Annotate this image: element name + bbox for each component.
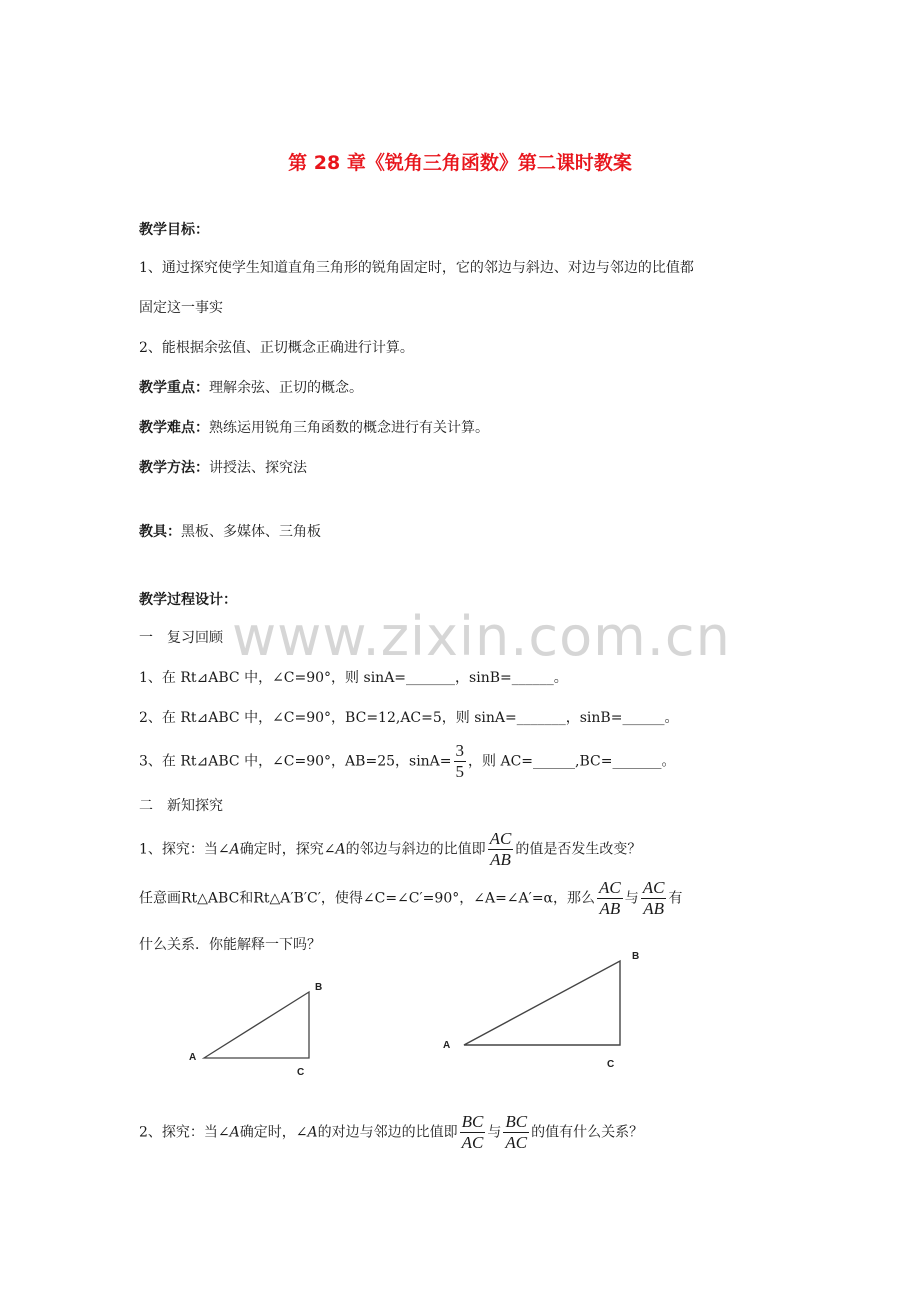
explore-2 xyxy=(139,1112,643,1153)
difficulty-label: 教学难点： xyxy=(139,420,209,436)
explore-2-text-d: 的值有什么关系？ xyxy=(531,1124,644,1141)
difficulty-text: 熟练运用锐角三角函数的概念进行有关计算。 xyxy=(209,420,489,436)
triangle-large-shape xyxy=(464,961,620,1045)
explore-1 xyxy=(139,829,641,870)
explore-1-text-c: 的邻边与斜边的比值即 xyxy=(345,841,486,858)
fraction-ac-ab xyxy=(488,829,514,870)
fraction-denominator: AB xyxy=(641,898,667,919)
page-title: 第 28 章《锐角三角函数》第二课时教案 xyxy=(288,152,632,174)
fraction-ac-ab-2 xyxy=(641,878,667,919)
section-new-knowledge: 二 新知探究 xyxy=(139,798,223,814)
angle-a-symbol: A xyxy=(335,841,346,858)
fraction-bc-ac xyxy=(460,1112,486,1153)
question-1: 1、在 Rt⊿ABC 中，∠C=90°，则 sinA=_______，sinB=______。 xyxy=(139,670,568,686)
fraction-bc-ac-2 xyxy=(503,1112,529,1153)
difficulty xyxy=(139,418,489,438)
vertex-b-label: B xyxy=(632,951,640,962)
key-point-text: 理解余弦、正切的概念。 xyxy=(209,380,363,396)
explore-2-with: 与 xyxy=(487,1124,502,1141)
fraction-numerator: BC xyxy=(505,1112,528,1131)
key-point-label: 教学重点： xyxy=(139,380,209,396)
method-text: 讲授法、探究法 xyxy=(209,460,307,476)
explore-1-text-d: 的值是否发生改变？ xyxy=(515,841,642,858)
fraction-denominator: AC xyxy=(505,1133,528,1152)
objective-2: 2、能根据余弦值、正切概念正确进行计算。 xyxy=(139,340,414,356)
question-2: 2、在 Rt⊿ABC 中，∠C=90°，BC=12,AC=5，则 sinA=_______，sinB=______。 xyxy=(139,710,679,726)
question-3 xyxy=(139,741,675,782)
task-with: 与 xyxy=(624,890,639,907)
task-line-2: 什么关系．你能解释一下吗？ xyxy=(139,937,321,953)
method-label: 教学方法： xyxy=(139,460,209,476)
explore-2-text-c: 的对边与邻边的比值即 xyxy=(317,1124,458,1141)
fraction-numerator: BC xyxy=(461,1112,484,1131)
fraction-3-5 xyxy=(454,741,467,782)
tools-label: 教具： xyxy=(139,524,181,540)
fraction-ac-ab xyxy=(597,878,623,919)
question-3-after: ，则 AC=______,BC=_______。 xyxy=(468,753,676,770)
fraction-numerator: AC xyxy=(599,878,621,897)
process-heading: 教学过程设计： xyxy=(139,592,237,608)
objective-1-line-1: 1、通过探究使学生知道直角三角形的锐角固定时，它的邻边与斜边、对边与邻边的比值都 xyxy=(139,260,694,276)
tools-text: 黑板、多媒体、三角板 xyxy=(181,524,321,540)
watermark: www.zixin.com.cn xyxy=(232,605,731,668)
explore-2-text-b: 确定时，∠ xyxy=(239,1124,308,1141)
fraction-denominator: AC xyxy=(461,1133,484,1152)
angle-a-symbol: A xyxy=(229,1124,240,1141)
key-point xyxy=(139,378,363,398)
fraction-denominator: AB xyxy=(488,849,514,870)
angle-a-symbol: A xyxy=(307,1124,318,1141)
triangle-small xyxy=(180,975,330,1080)
explore-1-text-a: 1、探究：当∠ xyxy=(139,841,230,858)
method xyxy=(139,458,307,478)
triangle-small-shape xyxy=(204,992,309,1058)
question-3-before: 3、在 Rt⊿ABC 中，∠C=90°，AB=25，sinA= xyxy=(139,753,452,770)
tools xyxy=(139,522,321,542)
fraction-denominator: 5 xyxy=(455,762,465,781)
vertex-c-label: C xyxy=(607,1059,615,1070)
vertex-a-label: A xyxy=(189,1052,197,1063)
fraction-numerator: 3 xyxy=(455,741,465,760)
fraction-denominator: AB xyxy=(597,898,623,919)
triangle-large xyxy=(436,945,656,1080)
fraction-numerator: AC xyxy=(642,878,665,897)
angle-a-symbol: A xyxy=(229,841,240,858)
task-text-a: 任意画Rt△ABC和Rt△A′B′C′，使得∠C=∠C′=90°，∠A=∠A′=α，那么 xyxy=(139,890,595,907)
task-line-1 xyxy=(139,878,682,919)
vertex-c-label: C xyxy=(297,1067,305,1078)
task-text-b: 有 xyxy=(668,890,683,907)
vertex-a-label: A xyxy=(443,1040,451,1051)
section-review: 一 复习回顾 xyxy=(139,630,223,646)
explore-1-text-b: 确定时，探究∠ xyxy=(239,841,336,858)
vertex-b-label: B xyxy=(315,982,323,993)
explore-2-text-a: 2、探究：当∠ xyxy=(139,1124,230,1141)
fraction-numerator: AC xyxy=(489,829,512,848)
objectives-heading: 教学目标： xyxy=(139,222,209,238)
objective-1-line-2: 固定这一事实 xyxy=(139,300,223,316)
